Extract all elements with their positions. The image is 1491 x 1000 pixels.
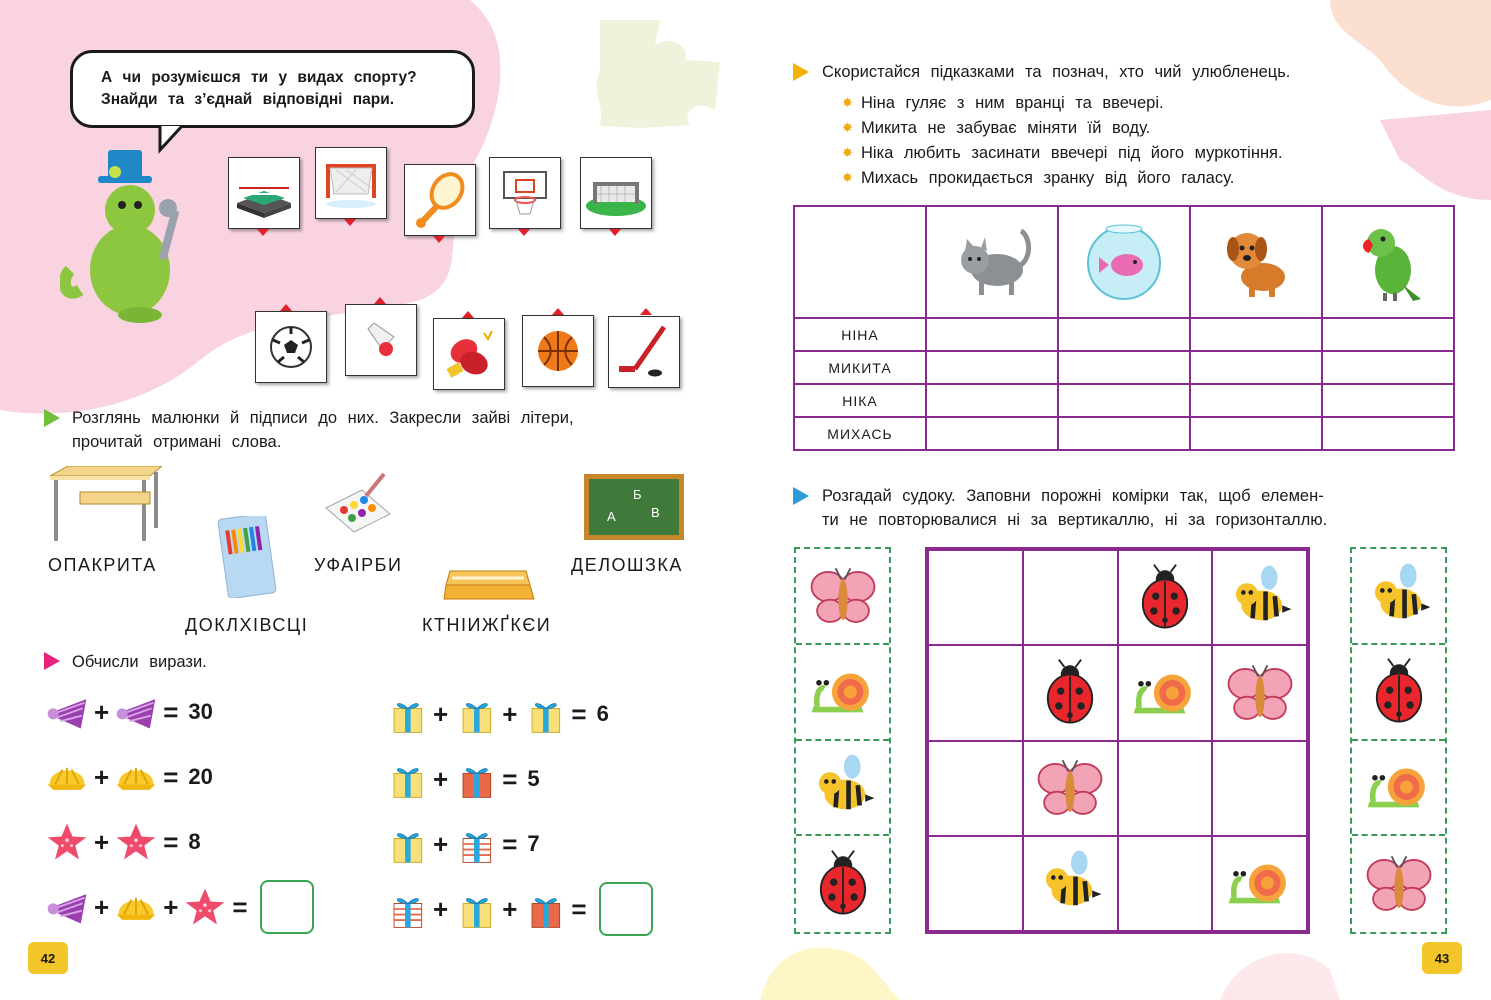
tennis-racket-icon xyxy=(405,165,475,235)
plus-sign: + xyxy=(502,698,518,729)
plus-sign: + xyxy=(433,893,449,924)
butterfly-icon xyxy=(1223,656,1297,730)
butterfly-icon xyxy=(1033,751,1107,825)
sudoku-cell-filled xyxy=(1212,645,1307,740)
row-nika xyxy=(794,384,1454,417)
connector-dot[interactable] xyxy=(257,229,269,236)
sudoku-cell-filled xyxy=(1118,550,1213,645)
gift-red-icon xyxy=(521,888,567,930)
card-hockey-stick[interactable] xyxy=(608,316,680,388)
answer-cell[interactable] xyxy=(1322,318,1454,351)
equals-sign: = xyxy=(571,893,587,924)
answer-cell[interactable] xyxy=(926,384,1058,417)
sudoku-instruction-line-1: Розгадай судоку. Заповни порожні комірки так, щоб елемен- xyxy=(822,487,1324,505)
hint-item: Ніка любить засинати ввечері під його муркотіння. xyxy=(861,144,1283,162)
plus-sign: + xyxy=(433,698,449,729)
answer-cell[interactable] xyxy=(1058,417,1190,450)
name-mykhas: МИХАСЬ xyxy=(794,417,926,450)
equation-row xyxy=(383,822,540,866)
equals-sign: = xyxy=(163,826,179,857)
answer-cell[interactable] xyxy=(1322,384,1454,417)
gift-blue-icon xyxy=(383,823,429,865)
snail-icon xyxy=(806,655,880,729)
colored-pencils-icon xyxy=(215,516,283,598)
equation-row xyxy=(383,692,609,736)
row-nina xyxy=(794,318,1454,351)
equals-sign: = xyxy=(163,761,179,792)
answer-cell[interactable] xyxy=(1058,384,1190,417)
plus-sign: + xyxy=(433,763,449,794)
sudoku-cell-filled xyxy=(1023,741,1118,836)
connector-dot[interactable] xyxy=(462,311,474,318)
pet-cell-fish xyxy=(1058,206,1190,318)
snail-icon xyxy=(1362,750,1436,824)
equation-row xyxy=(44,820,201,864)
basketball-hoop-icon xyxy=(490,158,560,228)
word-ktniyzhgkeyi[interactable]: КТНІИЖҐКЄИ xyxy=(422,615,552,635)
equation-result: 8 xyxy=(188,829,201,854)
ladybug-icon xyxy=(1362,655,1436,729)
dinosaur-mascot-icon xyxy=(60,150,190,325)
snail-icon xyxy=(1128,656,1202,730)
sudoku-cell-filled xyxy=(1023,645,1118,740)
answer-cell[interactable] xyxy=(926,417,1058,450)
connector-dot[interactable] xyxy=(374,297,386,304)
bee-icon xyxy=(1362,559,1436,633)
bullet-icon: ✸ xyxy=(842,145,853,160)
shell-icon xyxy=(44,691,90,733)
hint-item: Михась прокидається зранку від його галасу. xyxy=(861,169,1235,187)
name-mykyta: МИКИТА xyxy=(794,351,926,384)
fish-icon xyxy=(1079,215,1169,305)
card-boxing-ring[interactable] xyxy=(228,157,300,229)
connector-dot[interactable] xyxy=(280,304,292,311)
key-cell xyxy=(796,645,889,741)
answer-cell[interactable] xyxy=(1190,318,1322,351)
page-number-right: 43 xyxy=(1422,942,1462,974)
key-cell xyxy=(796,836,889,932)
key-cell xyxy=(1352,836,1445,932)
equation-row xyxy=(44,690,213,734)
plus-sign: + xyxy=(502,893,518,924)
books-icon xyxy=(440,555,540,605)
gift-blue-icon xyxy=(521,693,567,735)
row-mykyta xyxy=(794,351,1454,384)
shell-icon xyxy=(113,691,159,733)
ladybug-icon xyxy=(806,847,880,921)
card-soccer-ball[interactable] xyxy=(255,311,327,383)
connector-dot[interactable] xyxy=(640,308,652,315)
key-cell xyxy=(1352,645,1445,741)
plus-sign: + xyxy=(163,891,179,922)
sudoku-cell-empty[interactable] xyxy=(1118,741,1213,836)
butterfly-icon xyxy=(1362,847,1436,921)
butterfly-icon xyxy=(806,559,880,633)
sudoku-cell-empty[interactable] xyxy=(928,645,1023,740)
task-arrow-icon xyxy=(44,409,60,427)
gift-blue-icon xyxy=(452,693,498,735)
desk-icon xyxy=(50,466,162,546)
cat-icon xyxy=(947,215,1037,305)
sudoku-left-key xyxy=(794,547,891,934)
sudoku-cell-empty[interactable] xyxy=(1212,741,1307,836)
connector-dot[interactable] xyxy=(518,229,530,236)
task-arrow-icon xyxy=(44,652,60,670)
answer-cell[interactable] xyxy=(1190,351,1322,384)
soccer-ball-icon xyxy=(256,312,326,382)
answer-cell[interactable] xyxy=(926,318,1058,351)
hockey-goal-icon xyxy=(316,148,386,218)
bullet-icon: ✸ xyxy=(842,170,853,185)
answer-box[interactable] xyxy=(599,882,653,936)
table-corner xyxy=(794,206,926,318)
speech-line-1: А чи розумієшся ти у видах спорту? xyxy=(101,69,417,86)
board-letter-v: В xyxy=(651,505,660,520)
answer-cell[interactable] xyxy=(1322,351,1454,384)
plus-sign: + xyxy=(94,761,110,792)
clam-icon xyxy=(113,756,159,798)
gift-striped-icon xyxy=(383,888,429,930)
equals-sign: = xyxy=(163,696,179,727)
pets-table xyxy=(793,205,1455,451)
connector-dot[interactable] xyxy=(433,236,445,243)
equals-sign: = xyxy=(502,828,518,859)
name-nina: НІНА xyxy=(794,318,926,351)
sudoku-instruction xyxy=(822,484,1452,532)
equals-sign: = xyxy=(232,891,248,922)
sudoku-grid xyxy=(925,547,1310,934)
starfish-icon xyxy=(113,821,159,863)
connector-dot[interactable] xyxy=(552,308,564,315)
boxing-ring-icon xyxy=(229,158,299,228)
answer-cell[interactable] xyxy=(1190,384,1322,417)
clam-icon xyxy=(113,886,159,928)
bee-icon xyxy=(806,750,880,824)
task2-instruction xyxy=(72,406,702,454)
hint-item: Ніна гуляє з ним вранці та ввечері. xyxy=(861,94,1164,112)
task2-line-2: прочитай отримані слова. xyxy=(72,433,282,451)
equation-result: 30 xyxy=(188,699,213,724)
connector-dot[interactable] xyxy=(344,219,356,226)
answer-cell[interactable] xyxy=(926,351,1058,384)
card-boxing-gloves[interactable] xyxy=(433,318,505,390)
gift-blue-icon xyxy=(383,693,429,735)
card-shuttlecock[interactable] xyxy=(345,304,417,376)
bullet-icon: ✸ xyxy=(842,95,853,110)
plus-sign: + xyxy=(94,696,110,727)
board-letter-b: Б xyxy=(633,487,642,502)
equals-sign: = xyxy=(502,763,518,794)
ladybug-icon xyxy=(1033,656,1107,730)
bee-icon xyxy=(1223,561,1297,635)
task-arrow-icon xyxy=(793,487,809,505)
equation-result: 5 xyxy=(527,766,540,791)
blackboard-icon xyxy=(584,474,684,540)
boxing-gloves-icon xyxy=(434,319,504,389)
word-ufairby[interactable]: УФАІРБИ xyxy=(314,555,403,575)
sudoku-cell-empty[interactable] xyxy=(928,836,1023,931)
speech-bubble xyxy=(70,50,475,128)
word-opakryta[interactable]: ОПАКРИТА xyxy=(48,555,157,575)
sudoku-cell-filled xyxy=(1212,550,1307,645)
shuttlecock-icon xyxy=(346,305,416,375)
equation-result: 6 xyxy=(596,701,609,726)
football-goal-icon xyxy=(581,158,651,228)
plus-sign: + xyxy=(94,891,110,922)
sudoku-cell-filled xyxy=(1023,836,1118,931)
sudoku-cell-filled xyxy=(1212,836,1307,931)
word-doklkhivstsi[interactable]: ДОКЛХІВСЦІ xyxy=(185,615,309,635)
pet-cell-parrot xyxy=(1322,206,1454,318)
card-basketball-hoop[interactable] xyxy=(489,157,561,229)
pet-cell-dog xyxy=(1190,206,1322,318)
key-cell xyxy=(796,741,889,837)
hint-item: Микита не забуває міняти їй воду. xyxy=(861,119,1151,137)
gift-blue-icon xyxy=(452,888,498,930)
answer-box[interactable] xyxy=(260,880,314,934)
page-number-left: 42 xyxy=(28,942,68,974)
plus-sign: + xyxy=(433,828,449,859)
sudoku-cell-empty[interactable] xyxy=(928,741,1023,836)
snail-icon xyxy=(1223,846,1297,920)
bee-icon xyxy=(1033,846,1107,920)
card-football-goal[interactable] xyxy=(580,157,652,229)
bullet-icon: ✸ xyxy=(842,120,853,135)
plus-sign: + xyxy=(94,826,110,857)
word-deloshzka[interactable]: ДЕЛОШЗКА xyxy=(571,555,683,575)
equation-row xyxy=(383,757,540,801)
board-letter-a: А xyxy=(607,509,616,524)
right-task1-instruction: Скористайся підказками та познач, хто чий улюбленець. xyxy=(822,63,1291,81)
name-nika: НІКА xyxy=(794,384,926,417)
sudoku-right-key xyxy=(1350,547,1447,934)
answer-cell[interactable] xyxy=(1190,417,1322,450)
gift-red-icon xyxy=(452,758,498,800)
answer-cell[interactable] xyxy=(1322,417,1454,450)
task-arrow-icon xyxy=(793,63,809,81)
equation-row xyxy=(44,885,314,929)
basketball-icon xyxy=(523,316,593,386)
sudoku-cell-filled xyxy=(1118,645,1213,740)
dog-icon xyxy=(1211,215,1301,305)
sudoku-cell-empty[interactable] xyxy=(1023,550,1118,645)
equation-result: 20 xyxy=(188,764,213,789)
sudoku-cell-empty[interactable] xyxy=(1118,836,1213,931)
task2-line-1: Розглянь малюнки й підписи до них. Закресли зайві літери, xyxy=(72,409,574,427)
speech-line-2: Знайди та з’єднай відповідні пари. xyxy=(101,91,395,108)
equation-row xyxy=(383,887,653,931)
equation-row xyxy=(44,755,213,799)
card-hockey-goal[interactable] xyxy=(315,147,387,219)
key-cell xyxy=(1352,549,1445,645)
row-mykhas xyxy=(794,417,1454,450)
key-cell xyxy=(796,549,889,645)
card-tennis-racket[interactable] xyxy=(404,164,476,236)
answer-cell[interactable] xyxy=(1058,351,1190,384)
pet-cell-cat xyxy=(926,206,1058,318)
sudoku-instruction-line-2: ти не повторювалися ні за вертикаллю, ні за горизонталлю. xyxy=(822,511,1328,529)
clam-icon xyxy=(44,756,90,798)
equals-sign: = xyxy=(571,698,587,729)
sudoku-cell-empty[interactable] xyxy=(928,550,1023,645)
parrot-icon xyxy=(1343,215,1433,305)
card-basketball[interactable] xyxy=(522,315,594,387)
starfish-icon xyxy=(182,886,228,928)
equation-result: 7 xyxy=(527,831,540,856)
key-cell xyxy=(1352,741,1445,837)
starfish-icon xyxy=(44,821,90,863)
ladybug-icon xyxy=(1128,561,1202,635)
paints-icon xyxy=(322,470,394,540)
connector-dot[interactable] xyxy=(609,229,621,236)
shell-icon xyxy=(44,886,90,928)
gift-striped-icon xyxy=(452,823,498,865)
task3-instruction: Обчисли вирази. xyxy=(72,653,207,671)
gift-blue-icon xyxy=(383,758,429,800)
hockey-stick-icon xyxy=(609,317,679,387)
answer-cell[interactable] xyxy=(1058,318,1190,351)
